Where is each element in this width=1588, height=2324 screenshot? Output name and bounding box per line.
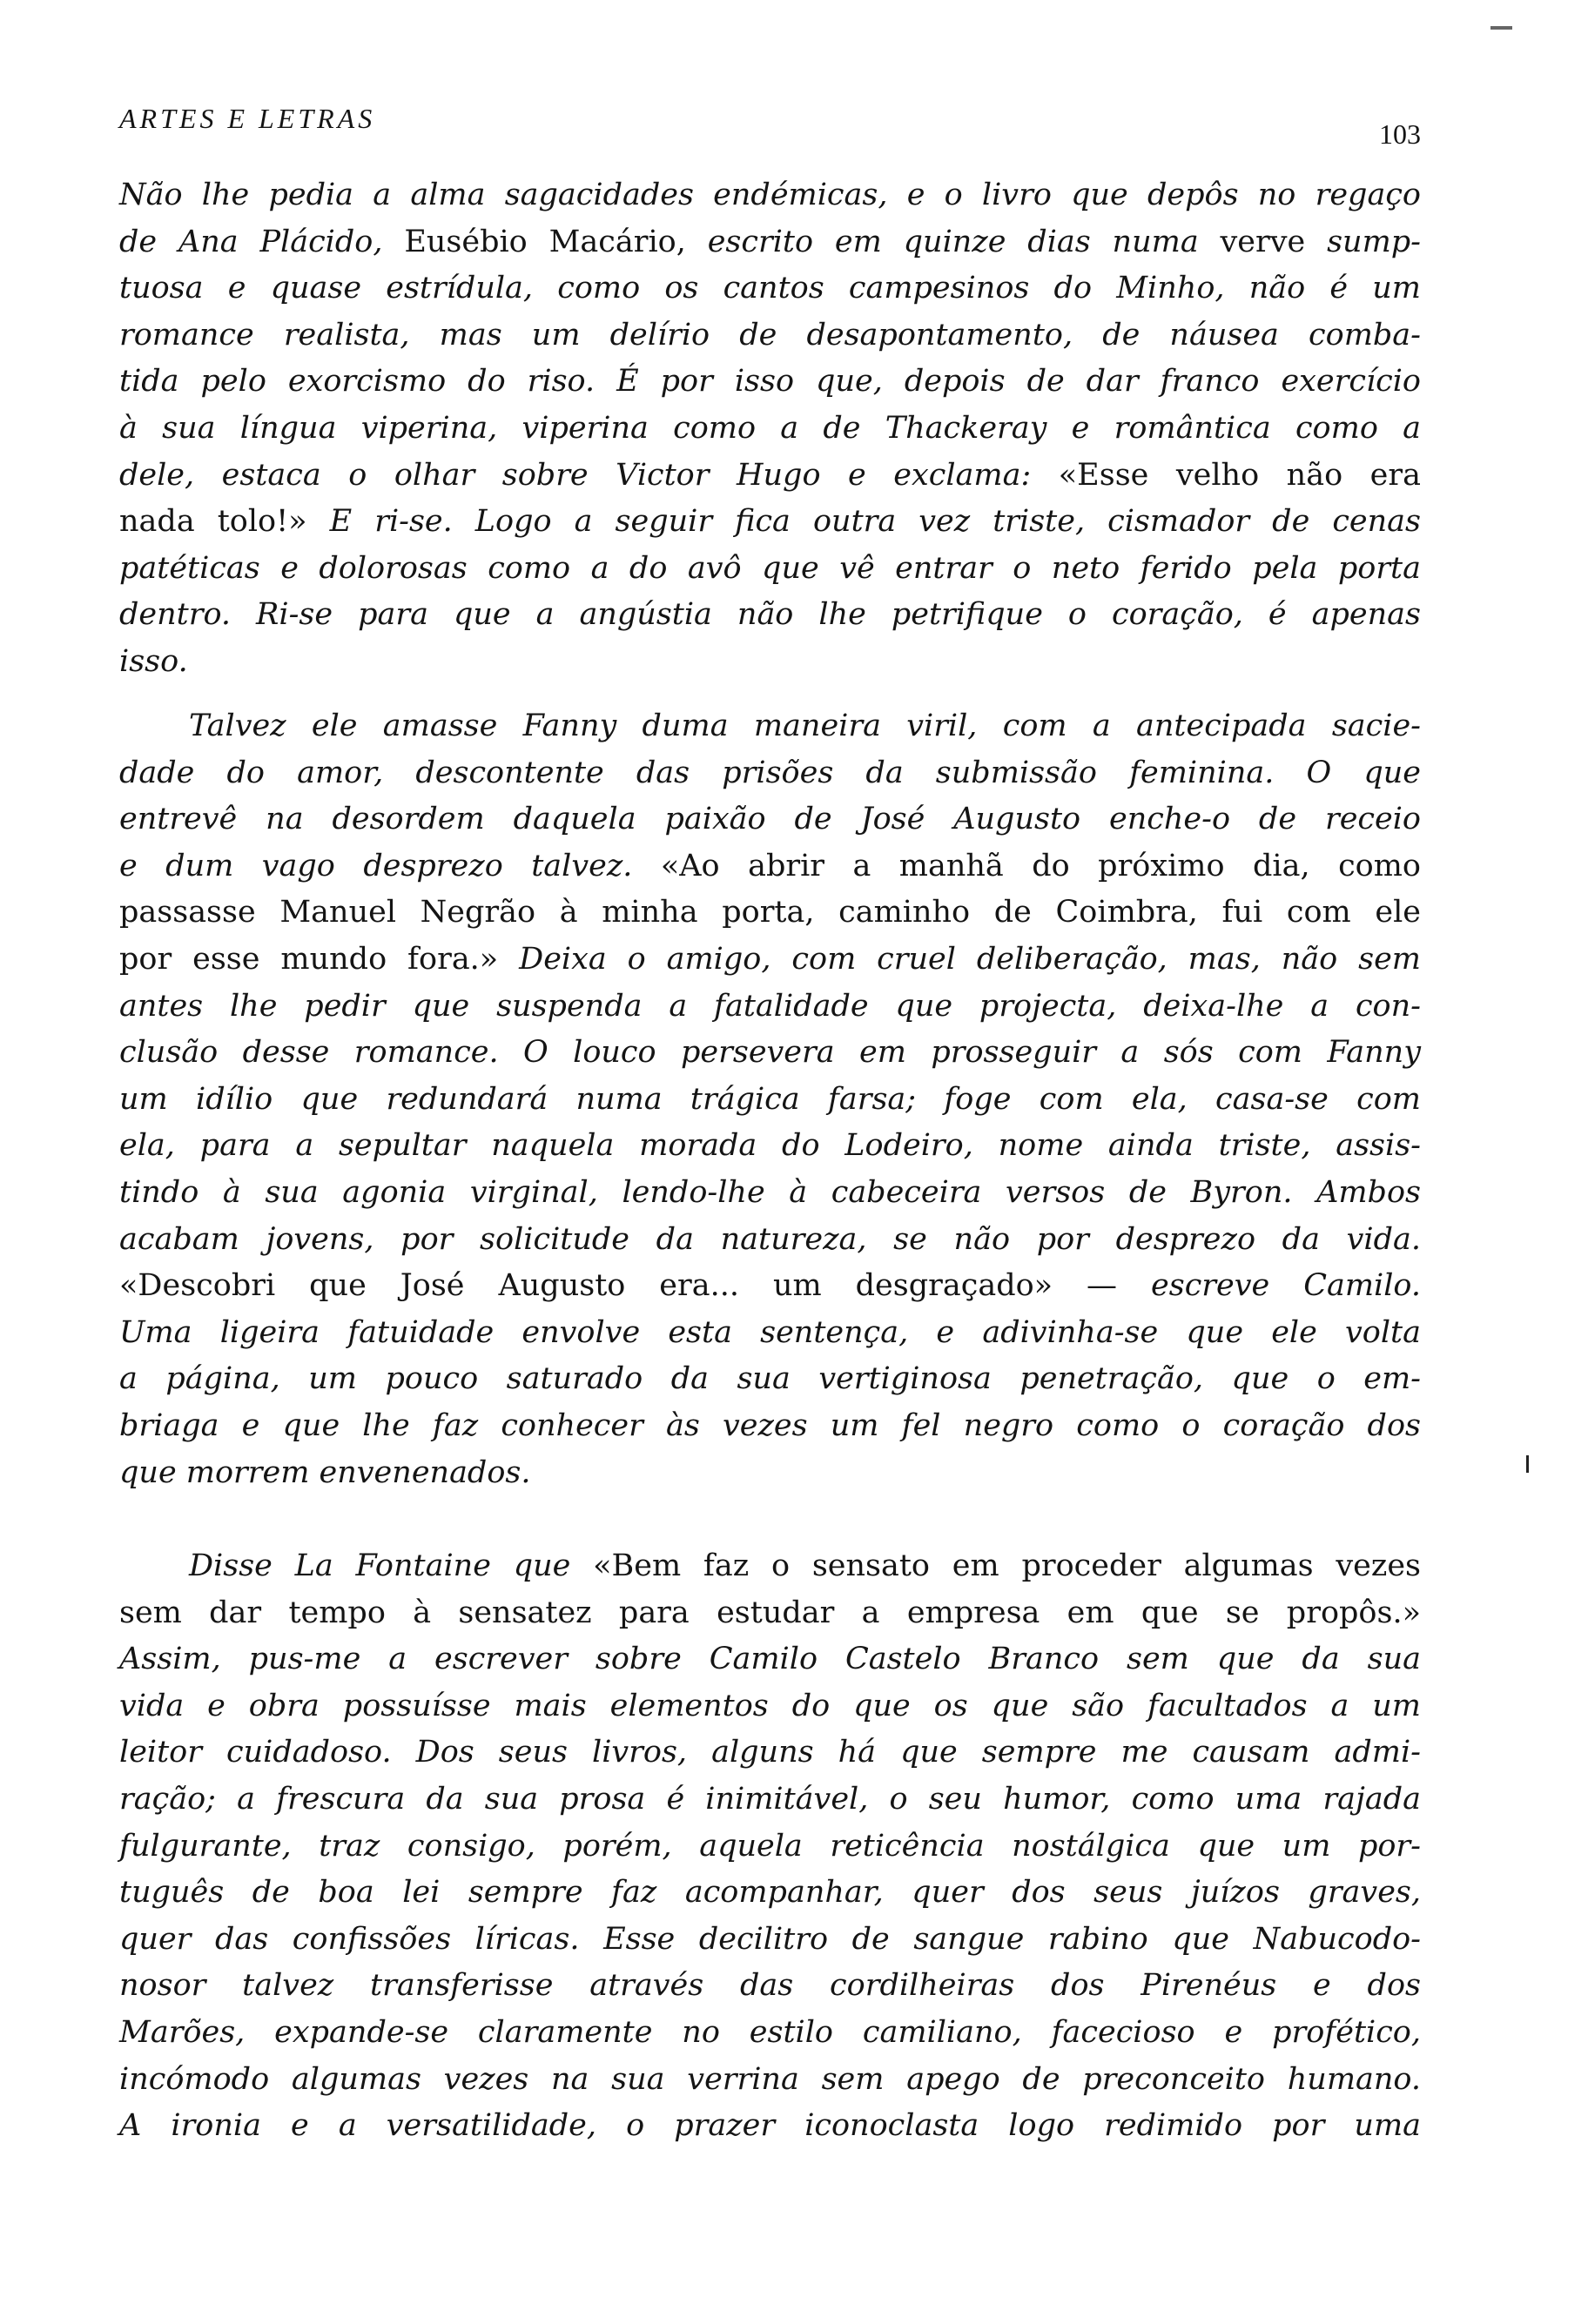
italic-text: nosor talvez transferisse através das cordilheiras dos Pirenéus e dos (119, 1968, 1421, 2004)
italic-text: fulgurante, traz consigo, porém, aquela reticência nostálgica que um por- (119, 1828, 1421, 1864)
italic-text: patéticas e dolorosas como a do avô que vê entrar o neto ferido pela porta (119, 550, 1421, 586)
running-head (119, 94, 1421, 150)
text-line (119, 592, 1421, 637)
text-line (119, 1543, 1421, 1589)
text-line (119, 1870, 1421, 1915)
text-line (119, 2010, 1421, 2055)
italic-text: tuguês de boa lei sempre faz acompanhar, quer dos seus juízos graves, (119, 1875, 1421, 1911)
text-line (119, 1217, 1421, 1262)
italic-text: escrito em quinze dias numa (707, 224, 1221, 259)
roman-text: «Ao abrir a manhã do próximo dia, como (660, 848, 1421, 883)
italic-text: e dum vago desprezo talvez. (119, 848, 661, 883)
text-line (119, 2103, 1421, 2148)
italic-text: ração; a frescura da sua prosa é inimitável, o seu humor, como uma rajada (119, 1782, 1421, 1817)
italic-text: tuosa e quase estrídula, como os cantos campesinos do Minho, não é um (119, 271, 1421, 306)
text-line (119, 1030, 1421, 1075)
text-line (119, 1310, 1421, 1355)
text-line (119, 453, 1421, 498)
text-line (119, 219, 1421, 265)
italic-text: dade do amor, descontente das prisões da submissão feminina. O que (119, 755, 1421, 790)
italic-text: Deixa o amigo, com cruel deliberação, mas, não sem (519, 942, 1421, 977)
italic-text: E ri-se. Logo a seguir fica outra vez triste, cismador de cenas (329, 504, 1422, 540)
italic-text: isso. (119, 644, 188, 679)
italic-text: sump- (1327, 224, 1422, 259)
text-line (119, 406, 1421, 451)
italic-text: antes lhe pedir que suspenda a fatalidade que projecta, deixa-lhe a con- (119, 988, 1421, 1024)
italic-text: Marões, expande-se claramente no estilo camiliano, facecioso e profético, (119, 2015, 1421, 2050)
text-line (119, 1917, 1421, 1962)
italic-text: escreve Camilo. (1151, 1268, 1422, 1304)
roman-text: sem dar tempo à sensatez para estudar a empresa em que se propôs.» (119, 1595, 1421, 1630)
italic-text: de Ana Plácido, (119, 224, 405, 259)
running-title: ARTES E LETRAS (119, 103, 376, 134)
text-line (119, 2057, 1421, 2102)
roman-text: «Esse velho não era (1058, 457, 1421, 493)
text-line (119, 750, 1421, 796)
italic-text: a página, um pouco saturado da sua vertiginosa penetração, que o em- (119, 1361, 1421, 1397)
text-line (119, 1683, 1421, 1729)
roman-text: verve (1220, 224, 1328, 259)
text-line (119, 843, 1421, 889)
text-line (119, 984, 1421, 1029)
italic-text: Talvez ele amasse Fanny duma maneira viril, com a antecipada sacie- (189, 709, 1421, 743)
text-line (119, 1824, 1421, 1869)
italic-text: acabam jovens, por solicitude da natureza, se não por desprezo da vida. (119, 1221, 1421, 1257)
margin-mark (1526, 1455, 1529, 1473)
italic-text: que morrem envenenados. (119, 1454, 531, 1490)
italic-text: vida e obra possuísse mais elementos do que os que são facultados a um (119, 1688, 1421, 1723)
italic-text: Não lhe pedia a alma sagacidades endémicas, e o livro que depôs no regaço (119, 178, 1421, 212)
italic-text: Disse La Fontaine que (189, 1548, 594, 1583)
italic-text: à sua língua viperina, viperina como a de Thackeray e romântica como a (119, 411, 1421, 446)
italic-text: dentro. Ri-se para que a angústia não lhe petrifique o coração, é apenas (119, 597, 1421, 633)
scan-mark (1490, 26, 1527, 30)
text-line (119, 1356, 1421, 1401)
italic-text: um idílio que redundará numa trágica farsa; foge com ela, casa-se com (119, 1081, 1421, 1117)
italic-text: dele, estaca o olhar sobre Victor Hugo e exclama: (119, 457, 1059, 493)
italic-text: romance realista, mas um delírio de desapontamento, de náusea comba- (119, 317, 1421, 353)
italic-text: A ironia e a versatilidade, o prazer iconoclasta logo redimido por uma (119, 2108, 1421, 2144)
italic-text: quer das confissões líricas. Esse decilitro de sangue rabino que Nabucodo- (119, 1921, 1421, 1957)
text-line (119, 796, 1421, 842)
italic-text: incómodo algumas vezes na sua verrina sem apego de preconceito humano. (119, 2061, 1421, 2097)
text-line (119, 1777, 1421, 1822)
text-line (119, 359, 1421, 404)
text-line (119, 1170, 1421, 1215)
text-line (119, 1403, 1421, 1448)
text-line (119, 1263, 1421, 1308)
text-line (119, 1730, 1421, 1775)
text-line (119, 639, 1421, 684)
italic-text: Assim, pus-me a escrever sobre Camilo Castelo Branco sem que da sua (119, 1642, 1421, 1677)
roman-text: passasse Manuel Negrão à minha porta, caminho de Coimbra, fui com ele (119, 895, 1421, 930)
italic-text: clusão desse romance. O louco persevera em prosseguir a sós com Fanny (119, 1035, 1421, 1071)
italic-text: tida pelo exorcismo do riso. É por isso que, depois de dar franco exercício (119, 364, 1421, 400)
text-line (119, 890, 1421, 935)
italic-text: leitor cuidadoso. Dos seus livros, alguns há que sempre me causam admi- (119, 1735, 1421, 1770)
text-line (119, 546, 1421, 591)
text-line (119, 703, 1421, 749)
text-line (119, 312, 1421, 358)
text-line (119, 1077, 1421, 1122)
italic-text: entrevê na desordem daquela paixão de José Augusto enche-o de receio (119, 802, 1421, 837)
text-line (119, 937, 1421, 982)
text-line (119, 265, 1421, 311)
text-line (119, 499, 1421, 544)
text-line (119, 1963, 1421, 2008)
text-line (119, 1123, 1421, 1168)
italic-text: briaga e que lhe faz conhecer às vezes um fel negro como o coração dos (119, 1408, 1421, 1443)
text-line (119, 1450, 1421, 1495)
roman-text: «Descobri que José Augusto era... um desgraçado» — (119, 1268, 1152, 1304)
italic-text: tindo à sua agonia virginal, lendo-lhe à cabeceira versos de Byron. Ambos (119, 1175, 1421, 1210)
text-line (119, 1636, 1421, 1682)
page-number: 103 (1379, 118, 1421, 150)
roman-text: Eusébio Macário, (404, 224, 708, 259)
roman-text: por esse mundo fora.» (119, 942, 520, 977)
roman-text: «Bem faz o sensato em proceder algumas vezes (593, 1548, 1421, 1583)
roman-text: nada tolo!» (119, 504, 330, 540)
italic-text: ela, para a sepultar naquela morada do Lodeiro, nome ainda triste, assis- (119, 1128, 1421, 1164)
text-line (119, 1590, 1421, 1636)
text-line (119, 172, 1421, 218)
italic-text: Uma ligeira fatuidade envolve esta sentença, e adivinha-se que ele volta (119, 1314, 1421, 1350)
